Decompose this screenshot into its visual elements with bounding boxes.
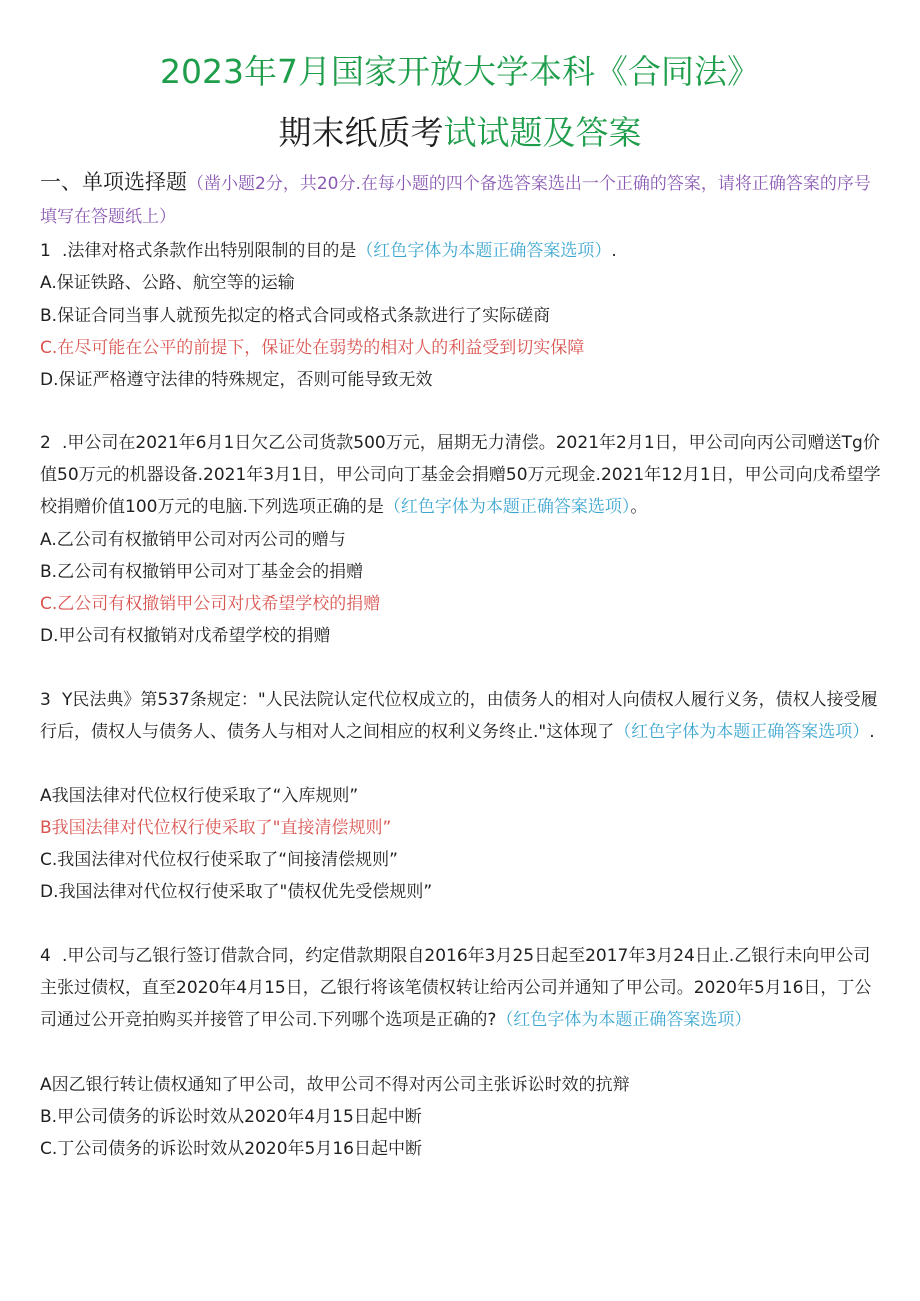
option-d: D.我国法律对代位权行使采取了"债权优先受偿规则” (40, 882, 433, 902)
title-line-2 (0, 111, 920, 155)
question-tail: . (869, 722, 875, 742)
option-c: C.我国法律对代位权行使采取了“间接清偿规则” (40, 850, 398, 870)
option-a: A.乙公司有权撤销甲公司对丙公司的赠与 (40, 530, 346, 550)
answer-note: （红色字体为本题正确答案选项） (383, 497, 631, 517)
section-heading: 一、单项选择题 (40, 170, 187, 194)
section-header (40, 166, 880, 234)
title-line-1-course: 《合同法》 (594, 52, 760, 91)
option-d: D.甲公司有权撤销对戊希望学校的捐赠 (40, 626, 331, 646)
question-number: 4 (40, 946, 51, 966)
question-4 (40, 940, 882, 1036)
question-tail: . (611, 241, 617, 261)
option-d: D.保证严格遵守法律的特殊规定，否则可能导致无效 (40, 370, 433, 390)
option-c: C.丁公司债务的诉讼时效从2020年5月16日起中断 (40, 1139, 422, 1159)
answer-note: （红色字体为本题正确答案选项） (496, 1010, 752, 1030)
option-c-correct: C.在尽可能在公平的前提下，保证处在弱势的相对人的利益受到切实保障 (40, 338, 585, 358)
option-b: B.保证合同当事人就预先拟定的格式合同或格式条款进行了实际磋商 (40, 306, 551, 326)
option-b: B.乙公司有权撤销甲公司对丁基金会的捐赠 (40, 562, 364, 582)
section-instruction: （凿小题2分，共20分.在每小题的四个备选答案选出一个正确的答案，请将正确答案的序号填写在答题纸上） (40, 174, 871, 227)
option-c-correct: C.乙公司有权撤销甲公司对戊希望学校的捐赠 (40, 594, 381, 614)
option-a: A因乙银行转让债权通知了甲公司，故甲公司不得对丙公司主张诉讼时效的抗辩 (40, 1075, 630, 1095)
question-tail: 。 (630, 497, 648, 517)
question-number: 3 (40, 690, 51, 710)
question-number: 1 (40, 241, 51, 261)
question-text: .法律对格式条款作出特别限制的目的是 (62, 241, 357, 261)
question-2 (40, 427, 882, 523)
title-line-2-accent: 试试题及答案 (443, 113, 642, 152)
question-1 (40, 235, 882, 267)
option-b-correct: B我国法律对代位权行使采取了"直接清偿规则” (40, 818, 392, 838)
question-text: .甲公司在2021年6月1日欠乙公司货款500万元，届期无力清偿。2021年2月1日，甲公司向丙公司赠送Tg价值50万元的机器设备.2021年3月1日，甲公司向丁基金会捐赠50万元现金.2021年12月1日，甲公司向戊希望学校捐赠价值100万元的电脑.下列选项正确的是 (40, 433, 881, 517)
option-a: A我国法律对代位权行使采取了“入库规则” (40, 786, 359, 806)
answer-note: （红色字体为本题正确答案选项） (614, 722, 870, 742)
option-a: A.保证铁路、公路、航空等的运输 (40, 273, 295, 293)
title-line-1-main: 2023年7月国家开放大学本科 (160, 52, 595, 91)
question-3 (40, 684, 882, 748)
answer-note: （红色字体为本题正确答案选项） (356, 241, 612, 261)
title-line-1 (0, 50, 920, 94)
title-line-2-main: 期末纸质考 (278, 113, 444, 152)
option-b: B.甲公司债务的诉讼时效从2020年4月15日起中断 (40, 1107, 422, 1127)
question-text: Y民法典》第537条规定："人民法院认定代位权成立的，由债务人的相对人向债权人履行义务，债权人接受履行后，债权人与债务人、债务人与相对人之间相应的权利义务终止."这体现了 (40, 690, 878, 742)
question-number: 2 (40, 433, 51, 453)
question-text: .甲公司与乙银行签订借款合同，约定借款期限自2016年3月25日起至2017年3月24日止.乙银行未向甲公司主张过债权，直至2020年4月15日，乙银行将该笔债权转让给丙公司并通知了甲公司。2020年5月16日，丁公司通过公开竞拍购买并接管了甲公司.下列哪个选项是正确的? (40, 946, 872, 1030)
